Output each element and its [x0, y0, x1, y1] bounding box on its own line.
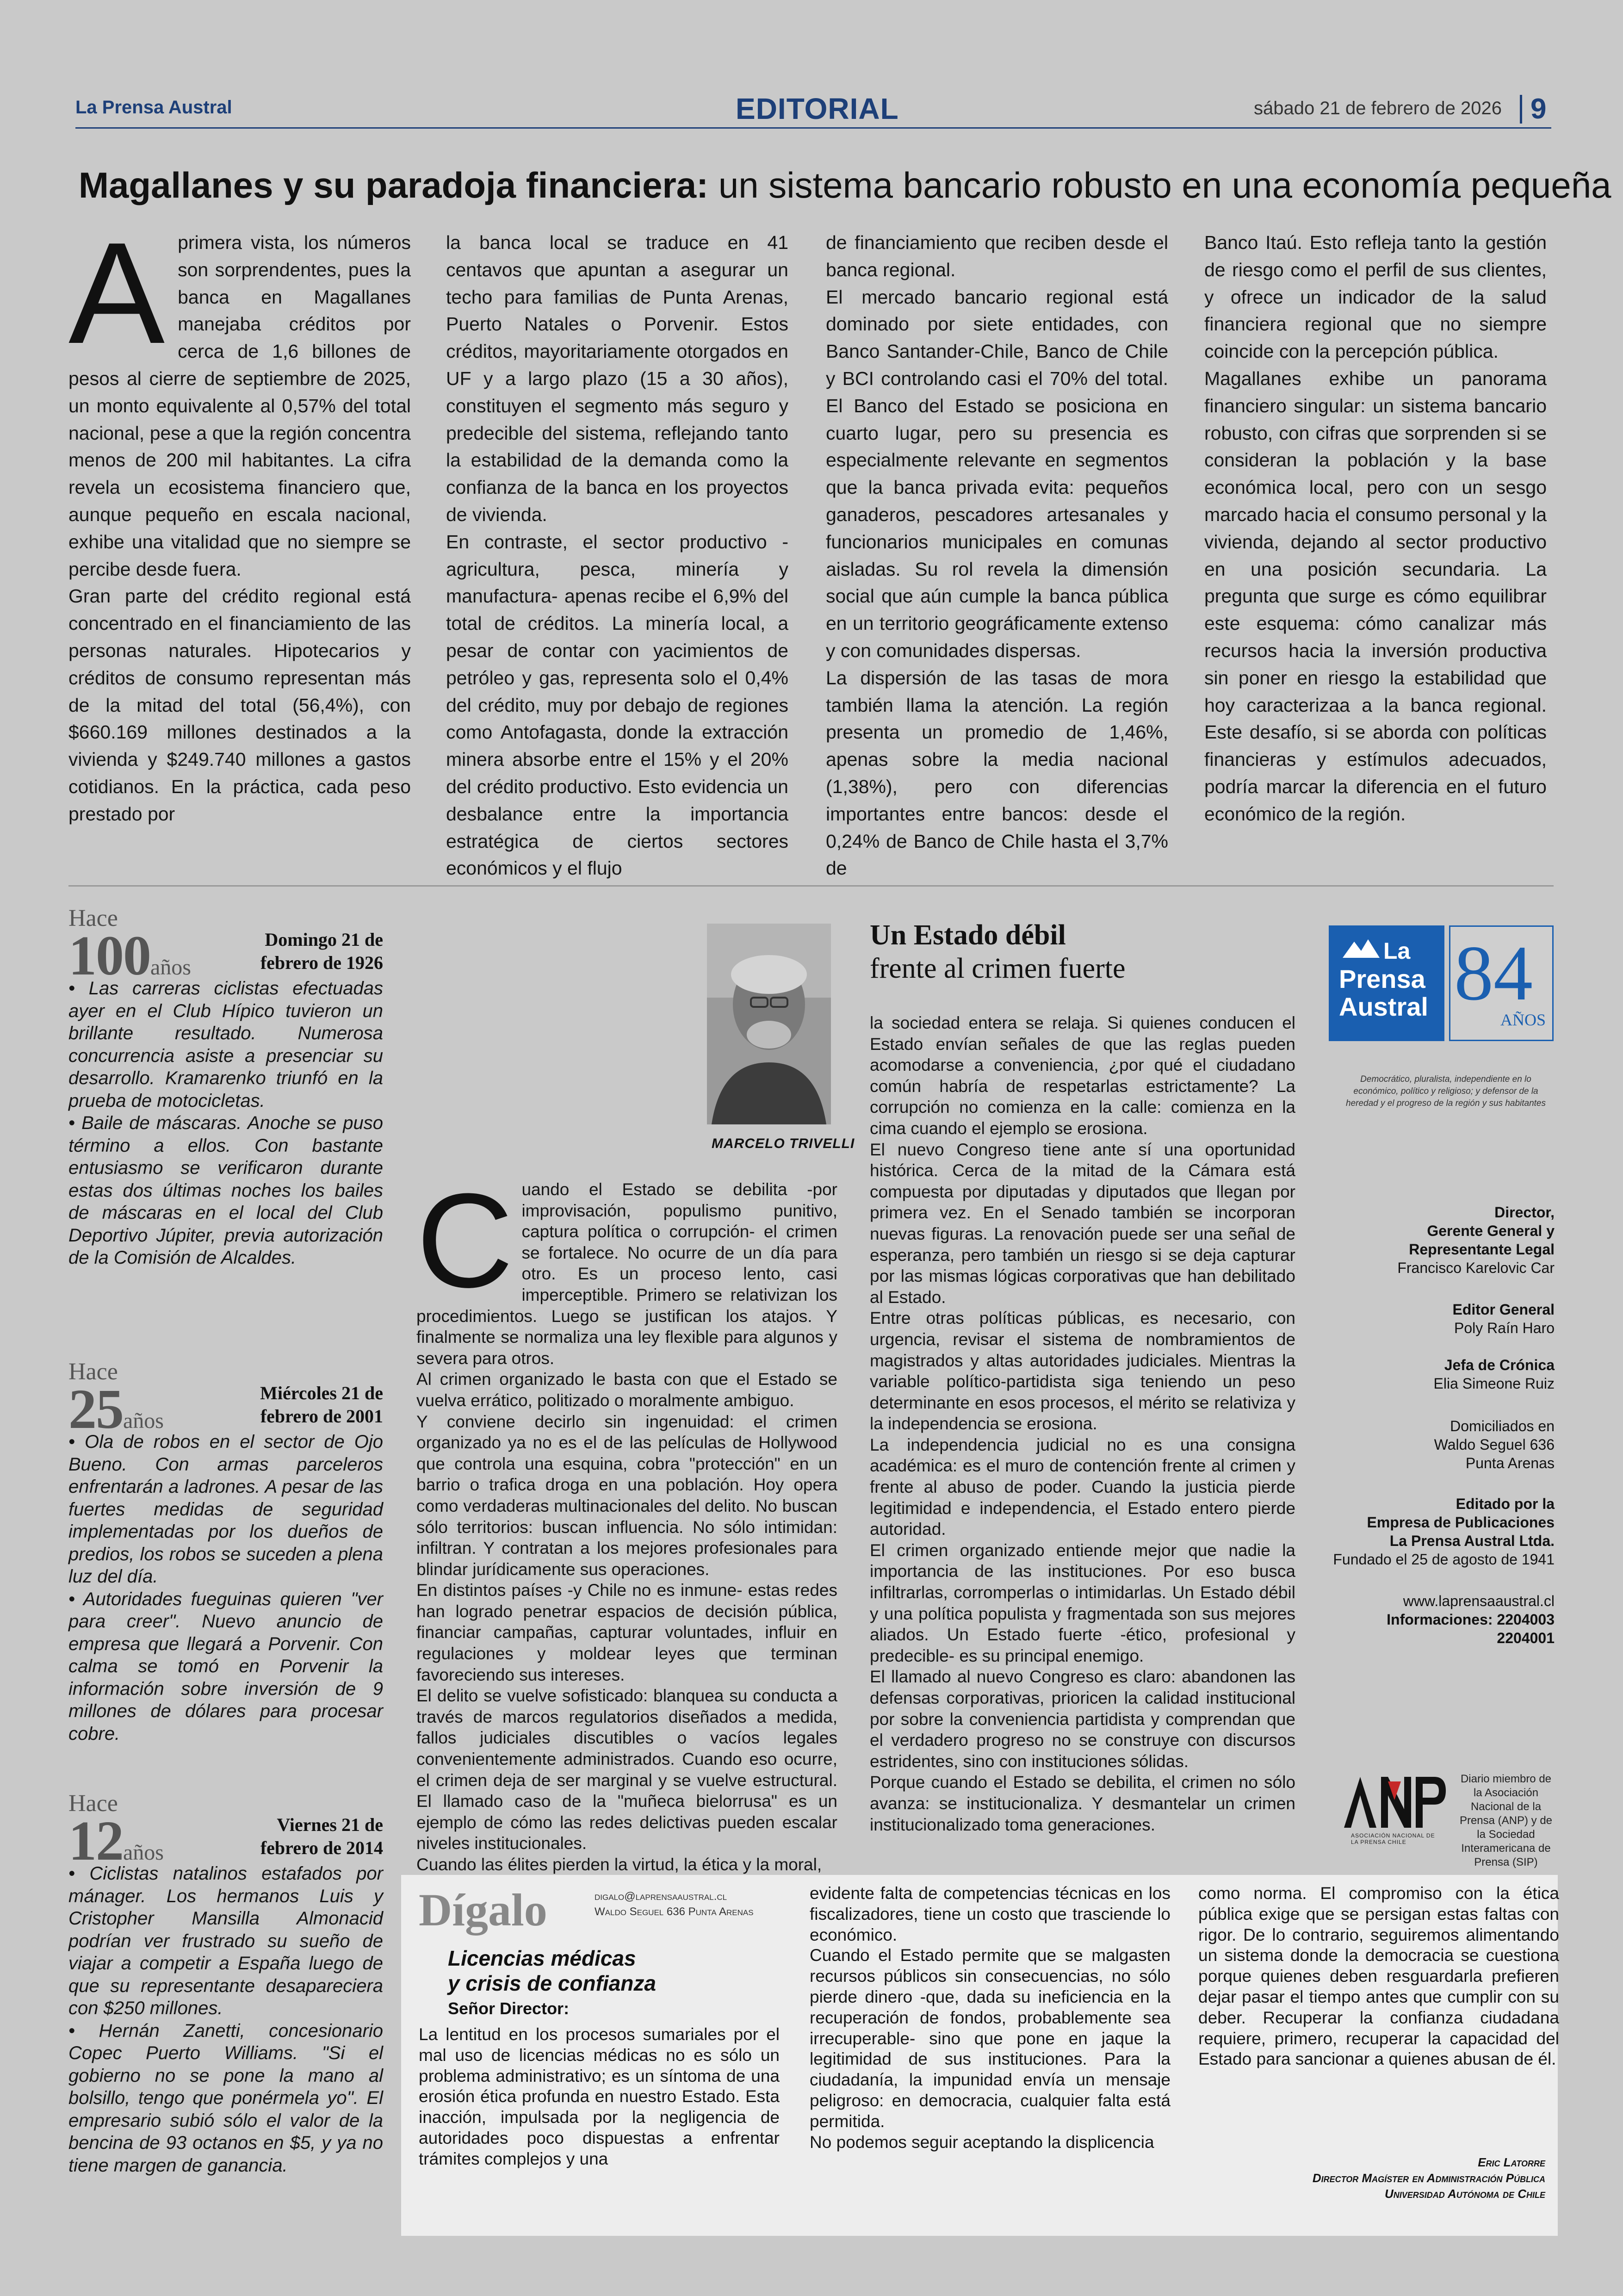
staff-name: Poly Raín Haro — [1454, 1320, 1555, 1336]
staff-name: Domiciliados en Waldo Seguel 636 Punta Arenas — [1434, 1418, 1555, 1471]
editorial-paragraph: la banca local se traduce en 41 centavos que apuntan a asegurar un techo para familias de Punta Arenas, Puerto Natales o Porvenir. Estos créditos, mayoritariamente otorgados en UF y a largo plazo (15 a 30 años), constituyen el segmento más seguro y predecible del sistema, reflejando tanto la estabilidad de la demanda como la confianza de la banca en los proyectos de vivienda. — [446, 232, 788, 525]
staff-role: Editor General — [1452, 1301, 1555, 1318]
header-rule — [75, 127, 1551, 129]
hace-date — [244, 1382, 383, 1428]
editorial-paragraph: primera vista, los números son sorprendentes, pues la banca en Magallanes manejaba créditos por cerca de 1,6 billones de pesos al cierre de septiembre de 2025, un monto equivalente al 0,57% del total nacional, pese a que la región concentra menos de 200 mil habitantes. La cifra revela un ecosistema financiero que, aunque pequeño en escala nacional, exhibe una vitalidad que no siempre se percibe desde fuera. — [68, 232, 411, 580]
logo-text-austral: Austral — [1339, 992, 1428, 1021]
section-divider — [68, 885, 1554, 887]
letters-section-title: Dígalo — [419, 1884, 547, 1936]
letter-paragraph: La lentitud en los procesos sumariales por el mal uso de licencias médicas no es sólo un problema administrativo; es un síntoma de una erosión ética profunda en nuestro Estado. Esta inacción, impulsada por la negligencia de autoridades poco dispuestas a enfrentar trámites complejos y una — [419, 2025, 780, 2168]
editorial-column-2 — [446, 229, 788, 882]
staff-address — [1286, 1417, 1555, 1472]
letter-signature-title: Director Magíster en Administración Pública — [1312, 2171, 1545, 2185]
logo-text-prensa: Prensa — [1339, 964, 1425, 993]
hace-unit: años — [123, 1409, 164, 1433]
hace-date — [244, 928, 383, 974]
staff-name: Elia Simeone Ruiz — [1433, 1375, 1555, 1392]
staff-editor — [1286, 1300, 1555, 1337]
opinion-title — [870, 918, 1221, 985]
hace-item: • Las carreras ciclistas efectuadas ayer en el Club Hípico tuvieron un brillante resultado. Numerosa concurrencia asiste a presenciar su desarrollo. Kramarenko triunfó en la prueba de motocicletas. — [68, 978, 383, 1111]
opinion-paragraph: Al crimen organizado le basta con que el Estado se vuelva errático, politizado o moralmente ambiguo. — [416, 1370, 837, 1410]
editorial-paragraph: Magallanes exhibe un panorama financiero singular: un sistema bancario robusto, con cifras que sorprenden si se consideran la población y la base económica local, pero con un sesgo marcado hacia el consumo personal y la vivienda, dejando al sector productivo en una posición secundaria. La pregunta que surge es cómo equilibrar este esquema: cómo canalizar más recursos hacia la inversión productiva sin poner en riesgo la estabilidad que hoy caracterizaa a la banca regional. Este desafío, si se aborda con políticas financieras y estímulos adecuados, podría marcar la diferencia en el futuro económico de la región. — [1204, 367, 1547, 825]
newspaper-name: La Prensa Austral — [75, 97, 232, 118]
letter-title — [448, 1946, 656, 1996]
anp-membership-text: Diario miembro de la Asociación Nacional de la Prensa (ANP) y de la Sociedad Interamericana de Prensa (SIP) — [1459, 1773, 1553, 1868]
hace-item: • Ciclistas natalinos estafados por mánager. Los hermanos Luis y Cristopher Mansilla Almonacid podrían ver frustrado su sueño de viajar a competir a España luego de que su representante desapareciera con $250 millones. — [68, 1863, 383, 2018]
hace-label: Hace — [68, 1790, 118, 1817]
hace-12-block — [68, 1790, 383, 2177]
staff-role: Director, Gerente General y Representante Legal — [1409, 1204, 1555, 1258]
hace-date-line: Domingo 21 de — [265, 929, 383, 950]
opinion-paragraph: Porque cuando el Estado se debilita, el crimen no sólo avanza: se institucionaliza. Y desmantelar un crimen institucionalizado toma generaciones. — [870, 1773, 1295, 1834]
letter-title-line: Licencias médicas — [448, 1946, 636, 1970]
staff-role: Editado por la Empresa de Publicaciones La Prensa Austral Ltda. — [1367, 1496, 1555, 1549]
staff-name: Fundado el 25 de agosto de 1941 — [1333, 1551, 1555, 1568]
letter-paragraph: evidente falta de competencias técnicas en los fiscalizadores, tiene un costo que trasciende lo económico. — [810, 1884, 1171, 1944]
letter-signature-institution: Universidad Autónoma de Chile — [1384, 2187, 1545, 2201]
opinion-paragraph: El llamado al nuevo Congreso es claro: abandonen las defensas corporativas, prioricen la calidad institucional por sobre la conveniencia partidista y comprendan que el verdadero progreso no se construye con discursos estridentes, sino con instituciones sólidas. — [870, 1667, 1295, 1771]
letters-address: Waldo Seguel 636 Punta Arenas — [595, 1905, 754, 1918]
editorial-column-4 — [1204, 229, 1547, 828]
editorial-column-1 — [68, 213, 411, 828]
opinion-column-1 — [416, 1166, 837, 1875]
headline-bold: Magallanes y su paradoja financiera: — [79, 165, 709, 205]
hace-unit: años — [123, 1840, 164, 1865]
opinion-title-line: Un Estado débil — [870, 919, 1066, 951]
hace-item: • Hernán Zanetti, concesionario Copec Puerto Williams. "Si el gobierno no se pone la mano al bolsillo, tengo que ponérmela yo". El empresario subió sólo el valor de la bencina de 93 octanos en $5, y ya no tiene margen de ganancia. — [68, 2020, 383, 2176]
editorial-column-3 — [826, 229, 1168, 882]
opinion-dropcap: C — [416, 1166, 514, 1316]
hace-date-line: febrero de 1926 — [260, 952, 383, 973]
letter-column-2 — [810, 1883, 1171, 2153]
website-link[interactable]: www.laprensaaustral.cl — [1403, 1593, 1555, 1609]
anniversary-badge — [1449, 925, 1554, 1041]
opinion-title-line: frente al crimen fuerte — [870, 953, 1126, 984]
hace-item: • Autoridades fueguinas quieren "ver para creer". Nuevo anuncio de empresa que llegará a Porvenir. Con calma se tomó en Porvenir la información sobre inversión de 9 millones de dólares para procesar cobre. — [68, 1589, 383, 1744]
hace-number: 12 — [68, 1810, 123, 1872]
editorial-paragraph: Gran parte del crédito regional está concentrado en el financiamiento de las personas naturales. Hipotecarios y créditos de consumo representan más de la mitad del total (56,4%), con $660.169 millones destinados a la vivienda y $249.740 millones a gastos cotidianos. En la práctica, cada peso prestado por — [68, 585, 411, 825]
editorial-paragraph: de financiamiento que reciben desde el banca regional. — [826, 232, 1168, 280]
anniversary-number: 84 — [1454, 930, 1533, 1017]
anp-small-text: ASOCIACIÓN NACIONAL DE LA PRENSA CHILE — [1351, 1832, 1435, 1845]
logo-text-la: La — [1383, 938, 1411, 964]
hace-text — [68, 1862, 383, 2177]
hace-100-block — [68, 905, 383, 1269]
section-title: EDITORIAL — [736, 92, 899, 125]
staff-role: Jefa de Crónica — [1444, 1357, 1555, 1373]
hace-label: Hace — [68, 1359, 118, 1385]
staff-cronica — [1286, 1356, 1555, 1393]
editorial-paragraph: La dispersión de las tasas de mora también llama la atención. La región presenta un promedio de 1,46%, apenas sobre la media nacional (1,38%), pero con diferencias importantes entre bancos: desde el 0,24% de Banco de Chile hasta el 3,7% de — [826, 667, 1168, 879]
hace-number: 100 — [68, 925, 150, 987]
letters-email[interactable]: digalo@laprensaaustral.cl — [595, 1890, 727, 1903]
hace-text — [68, 977, 383, 1269]
letter-column-1 — [419, 2024, 780, 2170]
hace-date-line: febrero de 2001 — [260, 1406, 383, 1427]
editorial-paragraph: En contraste, el sector productivo -agricultura, pesca, minería y manufactura- apenas recibe el 6,9% del total de créditos. La minería local, a pesar de contar con yacimientos de petróleo y gas, representa solo el 0,4% del crédito, muy por debajo de regiones como Antofagasta, donde la extracción minera absorbe entre el 15% y el 20% del crédito productivo. Esto evidencia un desbalance entre la importancia estratégica de ciertos sectores económicos y el flujo — [446, 531, 788, 879]
staff-director — [1286, 1203, 1555, 1277]
staff-name: Francisco Karelovic Car — [1397, 1260, 1555, 1276]
hace-number: 25 — [68, 1378, 123, 1440]
headline-rest: un sistema bancario robusto en una economía pequeña — [708, 165, 1611, 205]
page-number: 9 — [1530, 93, 1547, 125]
hace-item: • Baile de máscaras. Anoche se puso término a ellos. Con bastante entusiasmo se verificaron durante estas dos últimas noches los bailes de máscaras en el local del Club Deportivo Júpiter, previa autorización de la Comisión de Alcaldes. — [68, 1113, 383, 1268]
newspaper-motto: Democrático, pluralista, independiente en lo económico, político y religioso; y defensor de la heredad y el progreso de la región y sus habitantes — [1346, 1074, 1546, 1108]
opinion-paragraph: El nuevo Congreso tiene ante sí una oportunidad histórica. Cerca de la mitad de la Cámara está compuesta por diputadas y diputados que llegan por primera vez. En el Senado también se incorporan nuevas figuras. La renovación puede ser una señal de esperanza, pero también un riesgo si se deja capturar por las mismas lógicas corporativas que han debilitado al Estado. — [870, 1140, 1295, 1307]
anp-logo — [1342, 1772, 1448, 1853]
letter-paragraph: Cuando el Estado permite que se malgasten recursos públicos sin consecuencias, no sólo pierde dinero -que, dada su ineficiencia en la recuperación de fondos, probablemente sea irrecuperable- sino que pone en jaque la legitimidad de sus instituciones. Para la ciudadanía, la impunidad envía un mensaje peligroso: en democracia, cualquier falta está permitida. — [810, 1946, 1171, 2131]
letter-salutation: Señor Director: — [448, 1999, 570, 2018]
issue-date: sábado 21 de febrero de 2026 — [1254, 98, 1502, 118]
opinion-paragraph: Cuando las élites pierden la virtud, la ética y la moral, — [416, 1855, 822, 1874]
staff-website — [1286, 1592, 1555, 1647]
opinion-paragraph: El delito se vuelve sofisticado: blanquea su conducta a través de marcos regulatorios diseñados a medida, fallos judiciales discutibles o vacíos legales convenientemente administrados. Cuando eso ocurre, el crimen deja de ser marginal y se vuelve estructural. El llamado caso de la "muñeca bielorrusa" es un ejemplo de cómo las redes delictivas pueden escalar niveles institucionales. — [416, 1686, 837, 1853]
staff-phones: Informaciones: 2204003 2204001 — [1387, 1611, 1555, 1646]
hace-date-line: Viernes 21 de — [277, 1814, 383, 1835]
hace-date-line: febrero de 2014 — [260, 1837, 383, 1858]
opinion-paragraph: uando el Estado se debilita -por improvisación, populismo punitivo, captura política o corrupción- el crimen se fortalece. No ocurre de un día para otro. Es un proceso lento, casi imperceptible. Primero se relativizan los procedimientos. Luego se justifican los atajos. Y finalmente se normaliza una ley flexible para algunos y severa para otros. — [416, 1180, 837, 1368]
letter-column-3 — [1198, 1883, 1559, 2070]
opinion-paragraph: El crimen organizado entiende mejor que nadie la importancia de las instituciones. Por eso busca infiltrarlas, corromperlas o intimidarlas. Un Estado débil y una política populista y fragmentada son sus mejores aliados. Un Estado fuerte -ético, profesional y predecible- es su principal enemigo. — [870, 1540, 1295, 1665]
opinion-paragraph: Y conviene decirlo sin ingenuidad: el crimen organizado ya no es el de las películas de Hollywood que controla una esquina, cobra "protección" en un barrio o trafica droga en una población. Hoy opera como verdaderas multinacionales del delito. No buscan sólo territorios: buscan influencia. No sólo intimidan: infiltran. Y contratan a los mejores profesionales para blindar jurídicamente sus operaciones. — [416, 1412, 837, 1579]
opinion-paragraph: La independencia judicial no es una consigna académica: es el muro de contención frente al crimen y frente al abuso de poder. Cuando la justicia pierde legitimidad e independencia, el Estado entero pierde autoridad. — [870, 1435, 1295, 1539]
letter-paragraph: No podemos seguir aceptando la displicencia — [810, 2132, 1154, 2152]
editorial-dropcap: A — [68, 213, 165, 374]
author-name: MARCELO TRIVELLI — [712, 1136, 855, 1151]
header-separator — [1520, 95, 1522, 124]
staff-publisher — [1286, 1495, 1555, 1569]
hace-text — [68, 1431, 383, 1745]
editorial-paragraph: Banco Itaú. Esto refleja tanto la gestión de riesgo como el perfil de sus clientes, y ofrece un indicador de la salud financiera regional que no siempre coincide con la percepción pública. — [1204, 232, 1547, 362]
hace-date-line: Miércoles 21 de — [260, 1383, 383, 1403]
letter-title-line: y crisis de confianza — [448, 1971, 656, 1995]
opinion-column-2 — [870, 1012, 1295, 1835]
opinion-paragraph: En distintos países -y Chile no es inmune- estas redes han logrado penetrar espacios de decisión pública, financiar campañas, capturar voluntades, influir en regulaciones y moldear leyes que terminan favoreciendo sus intereses. — [416, 1581, 837, 1684]
hace-label: Hace — [68, 905, 118, 931]
newspaper-logo — [1329, 925, 1444, 1041]
editorial-paragraph: El mercado bancario regional está dominado por siete entidades, con Banco Santander-Chile, Banco de Chile y BCI controlando casi el 70% del total. El Banco del Estado se posiciona en cuarto lugar, pero su presencia es especialmente relevante en segmentos que la banca privada evita: pequeños ganaderos, pescadores artesanales y funcionarios municipales en comunas aisladas. Su rol revela la dimensión social que aún cumple la banca pública en un territorio geográficamente extenso y con comunidades dispersas. — [826, 286, 1168, 661]
portrait-image — [707, 924, 831, 1124]
hace-date — [244, 1813, 383, 1860]
opinion-paragraph: la sociedad entera se relaja. Si quienes conducen el Estado envían señales de que las reglas pueden acomodarse a conveniencia, ¿por qué el ciudadano común habría de respetarlas estrictamente? La corrupción no comienza en la calle: comienza en la cima cuando el ejemplo se erosiona. — [870, 1013, 1295, 1138]
editorial-headline — [79, 164, 1611, 206]
hace-25-block — [68, 1358, 383, 1745]
letter-signature-name: Eric Latorre — [1478, 2155, 1545, 2169]
letter-paragraph: como norma. El compromiso con la ética pública exige que se persigan estas faltas con rigor. De lo contrario, seguiremos alimentando un sistema donde la democracia se cuestiona porque quienes deben resguardarla prefieren dejar pasar el tiempo antes que cumplir con su deber. Recuperar la confianza ciudadana requiere, primero, recuperar la capacidad del Estado para sancionar a quienes abusan de él. — [1198, 1884, 1559, 2069]
anniversary-unit: AÑOS — [1500, 1011, 1546, 1029]
opinion-paragraph: Entre otras políticas públicas, es necesario, con urgencia, revisar el sistema de nombramientos de magistrados y altas autoridades judiciales. Mientras la variable político-partidista siga teniendo un peso determinante en esos procesos, el mérito se relativiza y la independencia se erosiona. — [870, 1309, 1295, 1433]
hace-item: • Ola de robos en el sector de Ojo Bueno. Con armas parceleros enfrentarán a ladrones. A pesar de las fuertes medidas de seguridad implementadas por los dueños de predios, los robos se suceden a plena luz del día. — [68, 1432, 383, 1587]
author-photo — [707, 924, 831, 1124]
hace-unit: años — [150, 955, 191, 980]
